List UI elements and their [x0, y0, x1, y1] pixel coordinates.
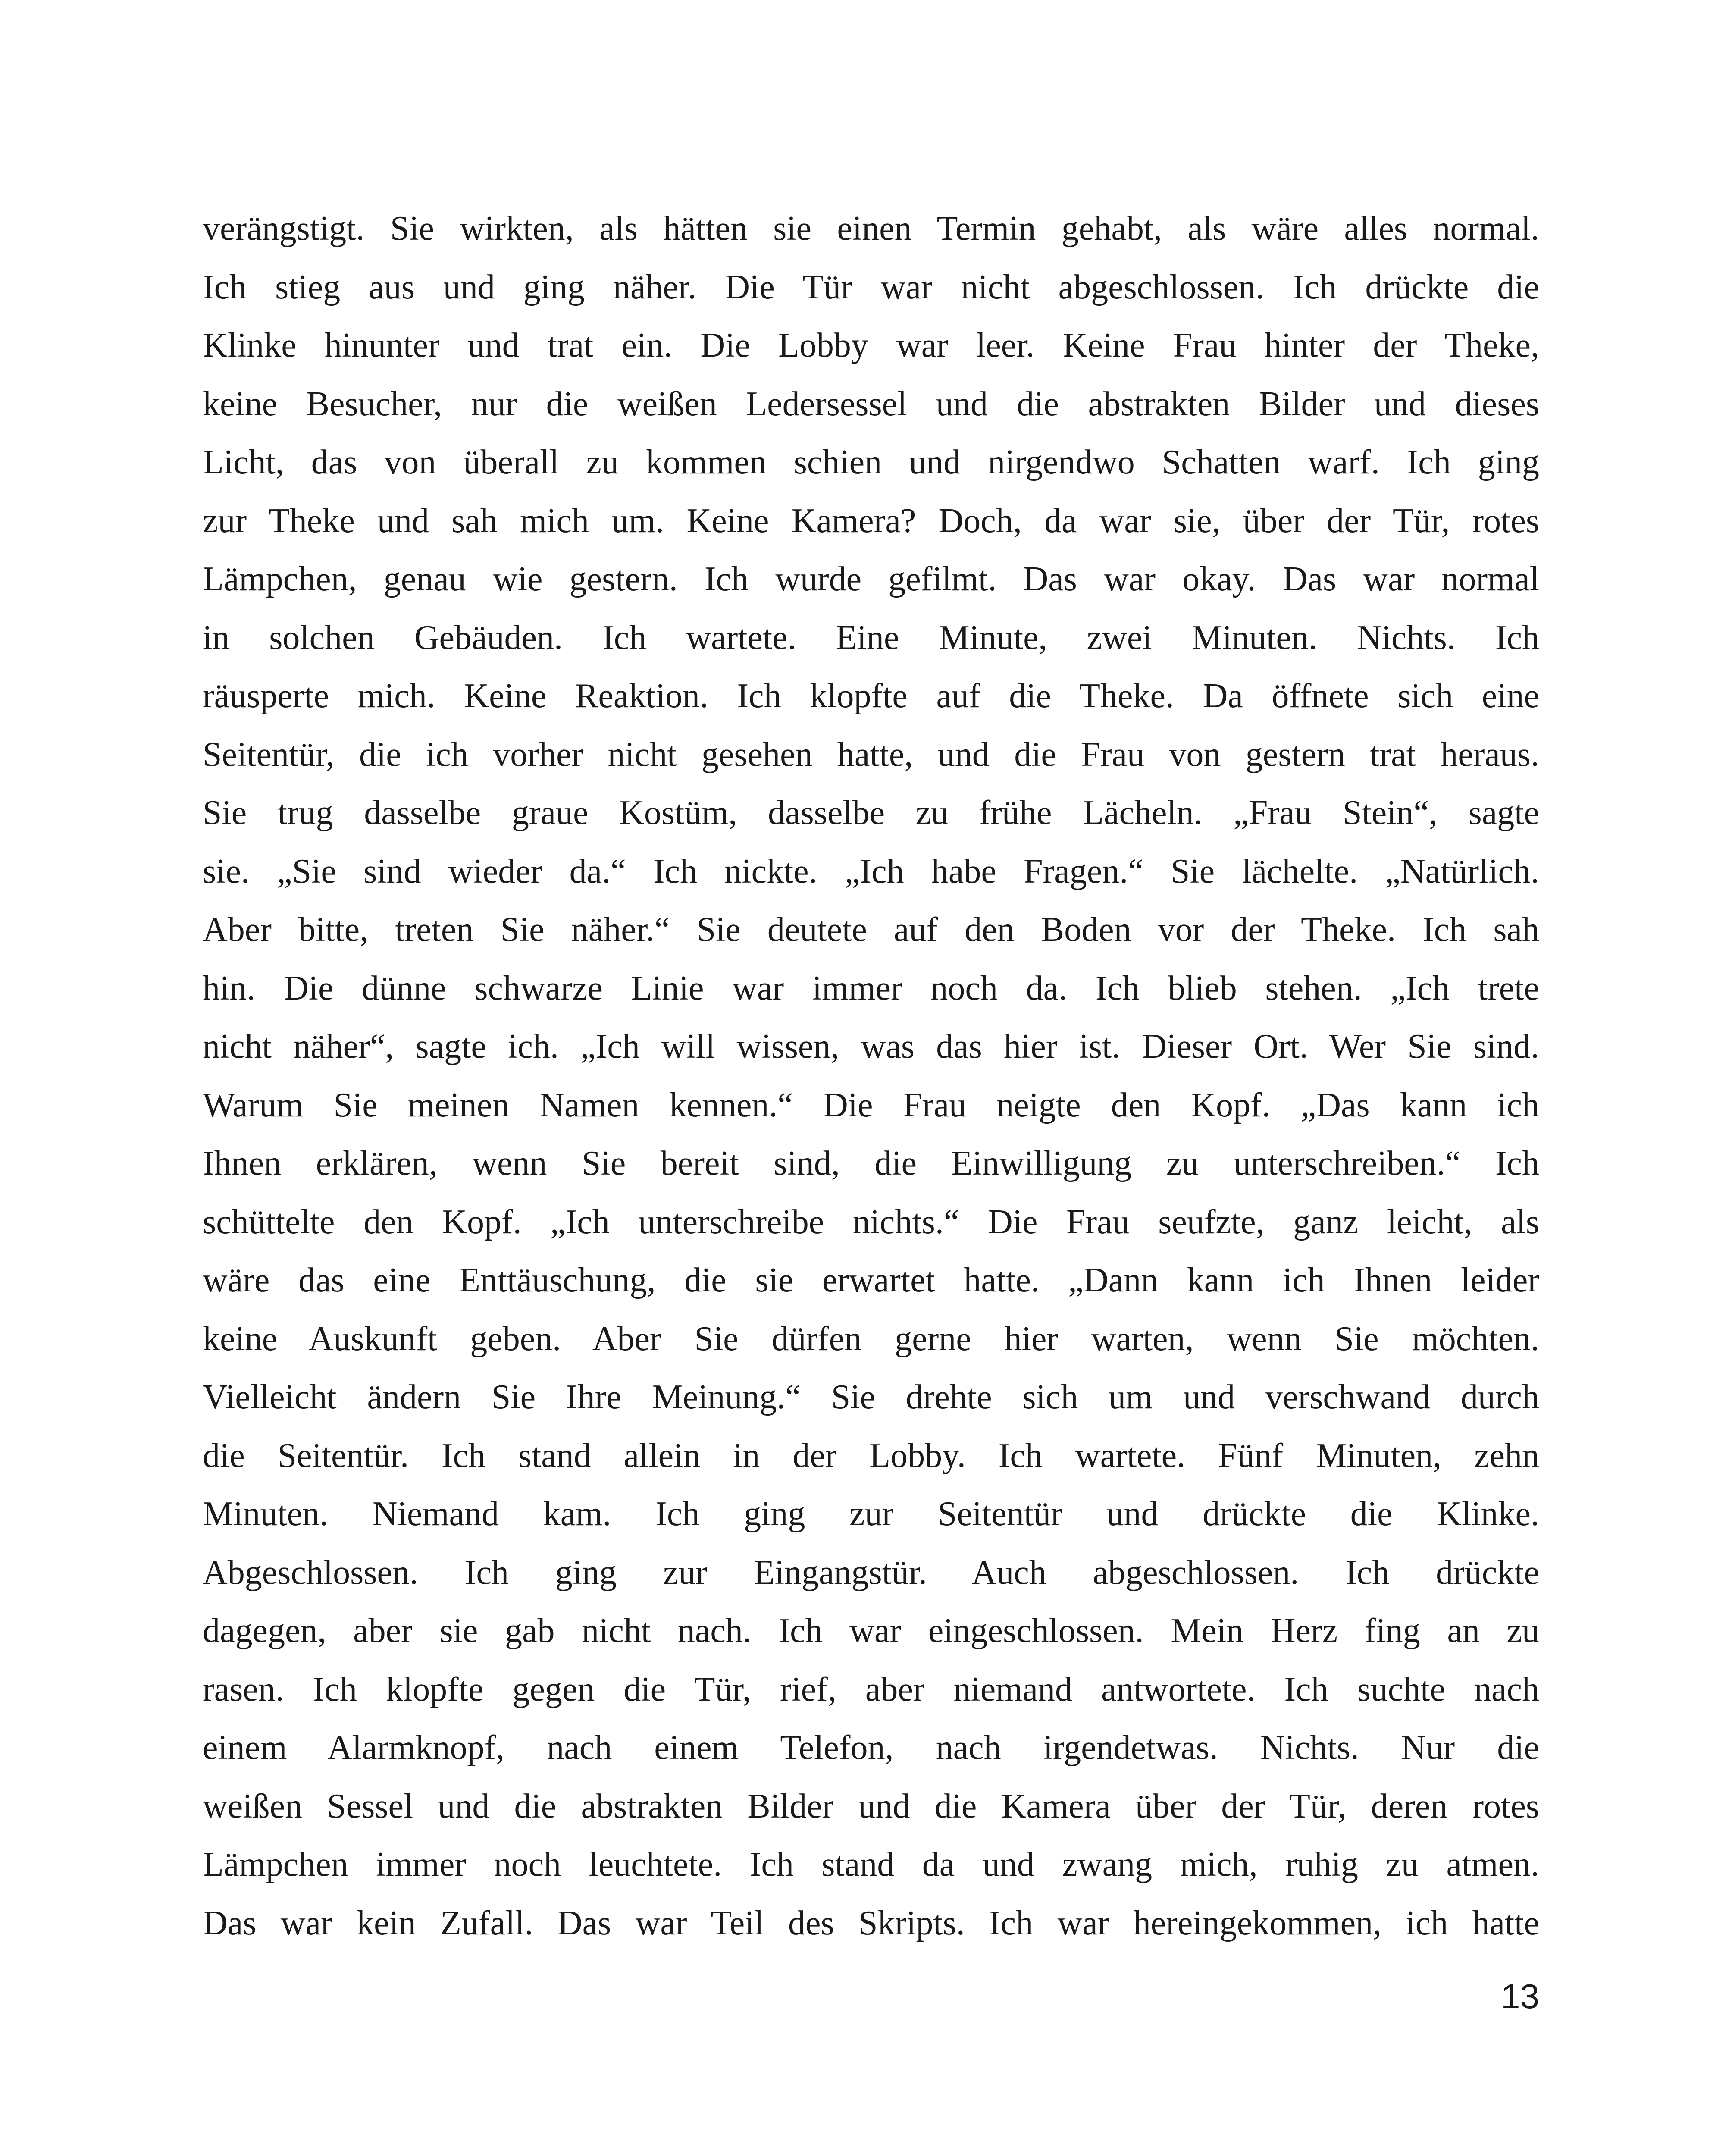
text-line: weißen Sessel und die abstrakten Bilder und die Kamera über der Tür, deren rotes	[203, 1787, 1539, 1825]
text-line: keine Auskunft geben. Aber Sie dürfen gerne hier warten, wenn Sie möchten.	[203, 1319, 1539, 1358]
text-line: Klinke hinunter und trat ein. Die Lobby war leer. Keine Frau hinter der Theke,	[203, 326, 1539, 364]
text-line: Minuten. Niemand kam. Ich ging zur Seitentür und drückte die Klinke.	[203, 1495, 1539, 1533]
text-line: Abgeschlossen. Ich ging zur Eingangstür. Auch abgeschlossen. Ich drückte	[203, 1553, 1539, 1592]
text-line: Licht, das von überall zu kommen schien und nirgendwo Schatten warf. Ich ging	[203, 443, 1539, 481]
text-line: Seitentür, die ich vorher nicht gesehen hatte, und die Frau von gestern trat heraus.	[203, 735, 1539, 774]
text-line: verängstigt. Sie wirkten, als hätten sie einen Termin gehabt, als wäre alles normal.	[203, 210, 1539, 248]
text-line: hin. Die dünne schwarze Linie war immer noch da. Ich blieb stehen. „Ich trete	[203, 969, 1539, 1007]
text-line: räusperte mich. Keine Reaktion. Ich klopfte auf die Theke. Da öffnete sich eine	[203, 677, 1539, 715]
body-text	[203, 200, 1539, 1952]
text-line: zur Theke und sah mich um. Keine Kamera? Doch, da war sie, über der Tür, rotes	[203, 501, 1539, 540]
text-line: nicht näher“, sagte ich. „Ich will wissen, was das hier ist. Dieser Ort. Wer Sie sind.	[203, 1028, 1539, 1065]
text-line: Vielleicht ändern Sie Ihre Meinung.“ Sie drehte sich um und verschwand durch	[203, 1378, 1539, 1416]
text-line: Aber bitte, treten Sie näher.“ Sie deutete auf den Boden vor der Theke. Ich sah	[203, 911, 1539, 949]
text-line: Ihnen erklären, wenn Sie bereit sind, die Einwilligung zu unterschreiben.“ Ich	[203, 1144, 1539, 1182]
text-line: Ich stieg aus und ging näher. Die Tür war nicht abgeschlossen. Ich drückte die	[203, 268, 1539, 306]
text-line: Sie trug dasselbe graue Kostüm, dasselbe zu frühe Lächeln. „Frau Stein“, sagte	[203, 794, 1539, 832]
text-line: Das war kein Zufall. Das war Teil des Skripts. Ich war hereingekommen, ich hatte	[203, 1904, 1539, 1942]
text-line: Lämpchen, genau wie gestern. Ich wurde gefilmt. Das war okay. Das war normal	[203, 560, 1539, 598]
text-line: die Seitentür. Ich stand allein in der Lobby. Ich wartete. Fünf Minuten, zehn	[203, 1436, 1539, 1475]
text-line: einem Alarmknopf, nach einem Telefon, nach irgendetwas. Nichts. Nur die	[203, 1729, 1539, 1767]
text-line: rasen. Ich klopfte gegen die Tür, rief, aber niemand antwortete. Ich suchte nach	[203, 1670, 1539, 1708]
page-number: 13	[1501, 1977, 1539, 2015]
text-line: sie. „Sie sind wieder da.“ Ich nickte. „Ich habe Fragen.“ Sie lächelte. „Natürlich.	[203, 852, 1539, 890]
text-line: schüttelte den Kopf. „Ich unterschreibe nichts.“ Die Frau seufzte, ganz leicht, als	[203, 1203, 1539, 1241]
text-line: Lämpchen immer noch leuchtete. Ich stand da und zwang mich, ruhig zu atmen.	[203, 1846, 1539, 1883]
text-line: in solchen Gebäuden. Ich wartete. Eine Minute, zwei Minuten. Nichts. Ich	[203, 618, 1539, 657]
text-line: wäre das eine Enttäuschung, die sie erwartet hatte. „Dann kann ich Ihnen leider	[203, 1261, 1539, 1299]
text-line: dagegen, aber sie gab nicht nach. Ich war eingeschlossen. Mein Herz fing an zu	[203, 1612, 1539, 1650]
text-line: Warum Sie meinen Namen kennen.“ Die Frau neigte den Kopf. „Das kann ich	[203, 1086, 1539, 1124]
text-line: keine Besucher, nur die weißen Ledersessel und die abstrakten Bilder und dieses	[203, 385, 1539, 423]
